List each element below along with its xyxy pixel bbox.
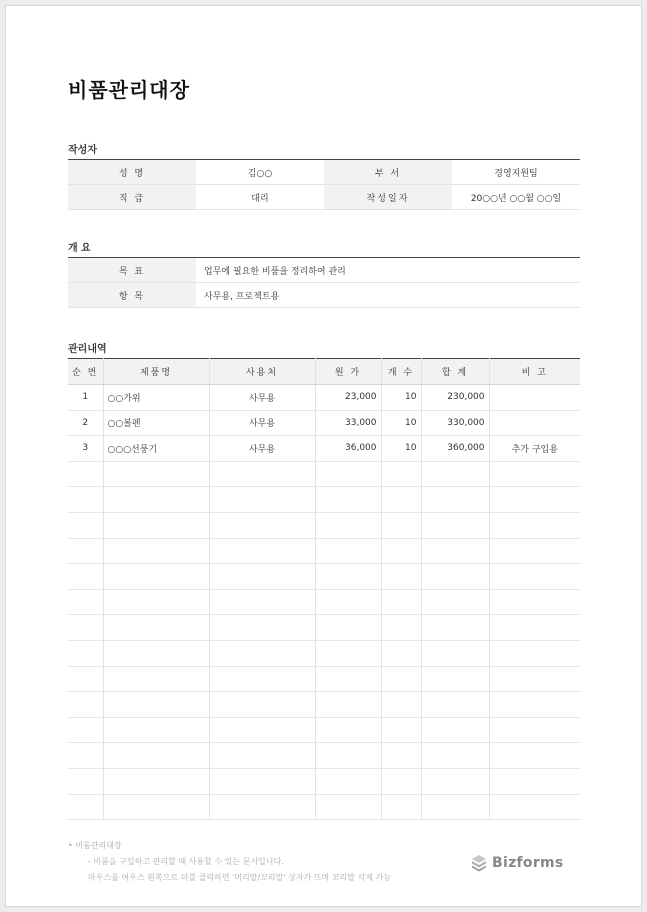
empty-table-cell [489,692,580,718]
items-column-header: 제품명 [103,359,209,385]
empty-table-row [68,564,580,590]
empty-table-cell [421,717,489,743]
empty-table-cell [209,692,315,718]
empty-table-cell [421,640,489,666]
empty-table-cell [381,743,421,769]
empty-table-cell [209,512,315,538]
table-cell: 23,000 [315,385,381,411]
author-row [68,185,580,210]
empty-table-cell [381,717,421,743]
empty-table-cell [489,487,580,513]
empty-table-cell [315,768,381,794]
empty-table-cell [209,666,315,692]
footer-description: - 비품을 구입하고 관리할 때 사용할 수 있는 문서입니다. [88,857,284,866]
empty-table-cell [315,794,381,820]
empty-table-cell [209,461,315,487]
empty-table-cell [489,589,580,615]
empty-table-cell [103,717,209,743]
empty-table-cell [421,743,489,769]
overview-table [68,257,580,308]
empty-table-cell [489,768,580,794]
empty-table-cell [381,794,421,820]
overview-field-label: 목 표 [68,258,196,283]
table-row [68,436,580,462]
items-column-header: 합 계 [421,359,489,385]
author-row [68,160,580,185]
empty-table-cell [381,487,421,513]
empty-table-cell [381,640,421,666]
items-column-header: 순 번 [68,359,103,385]
empty-table-cell [489,538,580,564]
empty-table-cell [315,666,381,692]
empty-table-cell [103,538,209,564]
empty-table-row [68,487,580,513]
empty-table-cell [209,564,315,590]
empty-table-cell [68,768,103,794]
empty-table-cell [421,538,489,564]
empty-table-cell [315,717,381,743]
table-cell: 33,000 [315,410,381,436]
author-field-value: 20○○년 ○○월 ○○일 [452,185,580,210]
empty-table-cell [68,461,103,487]
author-field-value: 김○○ [196,160,324,185]
footer-note: 마우스를 여우스 원쪽으로 더블 클릭하면 '머리말/꼬리말' 상자가 뜨며 꼬리말 삭제 가능 [88,873,392,882]
empty-table-cell [103,768,209,794]
empty-table-cell [489,743,580,769]
empty-table-cell [489,615,580,641]
empty-table-cell [315,564,381,590]
table-cell: ○○○선풍기 [103,436,209,462]
document-page [5,5,642,907]
empty-table-row [68,615,580,641]
empty-table-cell [68,794,103,820]
empty-table-cell [68,640,103,666]
overview-field-value: 사무용, 프로젝트용 [196,283,580,308]
table-cell: 추가 구입용 [489,436,580,462]
table-cell: 사무용 [209,385,315,411]
table-cell: ○○볼펜 [103,410,209,436]
empty-table-cell [103,615,209,641]
table-row [68,385,580,411]
empty-table-cell [421,692,489,718]
empty-table-cell [68,512,103,538]
empty-table-cell [315,538,381,564]
empty-table-cell [489,512,580,538]
empty-table-row [68,461,580,487]
items-column-header: 비 고 [489,359,580,385]
empty-table-cell [421,615,489,641]
table-cell: 10 [381,436,421,462]
empty-table-cell [421,768,489,794]
empty-table-cell [421,512,489,538]
overview-field-value: 업무에 필요한 비품을 정리하여 관리 [196,258,580,283]
empty-table-cell [315,512,381,538]
empty-table-cell [68,743,103,769]
empty-table-cell [315,487,381,513]
items-section-label: 관리내역 [68,344,107,355]
empty-table-cell [103,461,209,487]
brand-name: Bizforms [492,855,564,871]
empty-table-cell [421,589,489,615]
table-cell: 230,000 [421,385,489,411]
empty-table-cell [381,461,421,487]
table-cell: 사무용 [209,436,315,462]
table-cell: 330,000 [421,410,489,436]
table-row [68,410,580,436]
empty-table-cell [103,564,209,590]
empty-table-cell [209,615,315,641]
empty-table-row [68,640,580,666]
empty-table-cell [381,615,421,641]
empty-table-cell [68,589,103,615]
empty-table-cell [421,794,489,820]
empty-table-cell [103,589,209,615]
empty-table-cell [68,538,103,564]
empty-table-cell [489,666,580,692]
empty-table-row [68,666,580,692]
empty-table-cell [103,487,209,513]
empty-table-cell [421,461,489,487]
empty-table-cell [209,589,315,615]
empty-table-cell [381,564,421,590]
items-column-header: 개 수 [381,359,421,385]
empty-table-cell [68,692,103,718]
items-column-header: 원 가 [315,359,381,385]
items-table [68,358,580,820]
empty-table-cell [209,794,315,820]
empty-table-row [68,512,580,538]
author-field-label: 부 서 [324,160,452,185]
empty-table-cell [315,615,381,641]
empty-table-cell [489,640,580,666]
table-cell: 36,000 [315,436,381,462]
empty-table-cell [315,589,381,615]
table-cell: 10 [381,385,421,411]
empty-table-cell [68,666,103,692]
empty-table-cell [381,692,421,718]
empty-table-cell [209,717,315,743]
table-cell [489,385,580,411]
overview-row [68,258,580,283]
empty-table-cell [209,538,315,564]
empty-table-cell [381,512,421,538]
empty-table-cell [489,717,580,743]
table-cell: 3 [68,436,103,462]
author-field-value: 경영지원팀 [452,160,580,185]
empty-table-cell [315,692,381,718]
empty-table-row [68,589,580,615]
overview-field-label: 항 목 [68,283,196,308]
empty-table-cell [421,487,489,513]
empty-table-cell [381,538,421,564]
overview-row [68,283,580,308]
empty-table-cell [381,666,421,692]
empty-table-cell [68,615,103,641]
brand-logo [470,854,564,872]
empty-table-cell [209,487,315,513]
table-cell: 10 [381,410,421,436]
author-table [68,159,580,210]
empty-table-cell [315,461,381,487]
empty-table-cell [103,692,209,718]
empty-table-row [68,692,580,718]
table-cell: ○○가위 [103,385,209,411]
empty-table-cell [103,512,209,538]
overview-section-label: 개 요 [68,243,91,254]
bizforms-logo-icon [470,854,488,872]
author-field-label: 성 명 [68,160,196,185]
empty-table-cell [209,743,315,769]
empty-table-cell [209,640,315,666]
empty-table-cell [315,640,381,666]
table-cell [489,410,580,436]
table-cell: 2 [68,410,103,436]
empty-table-cell [103,640,209,666]
empty-table-cell [381,768,421,794]
empty-table-cell [103,743,209,769]
empty-table-row [68,743,580,769]
empty-table-cell [103,794,209,820]
empty-table-cell [489,461,580,487]
empty-table-row [68,768,580,794]
empty-table-cell [315,743,381,769]
empty-table-cell [381,589,421,615]
empty-table-cell [421,564,489,590]
empty-table-row [68,538,580,564]
author-field-label: 직 급 [68,185,196,210]
table-cell: 360,000 [421,436,489,462]
author-section-label: 작성자 [68,145,97,156]
empty-table-row [68,794,580,820]
author-field-label: 작성일자 [324,185,452,210]
table-cell: 1 [68,385,103,411]
footer-title: • 비품관리대장 [68,841,122,850]
empty-table-cell [68,564,103,590]
empty-table-cell [68,717,103,743]
empty-table-cell [421,666,489,692]
empty-table-cell [209,768,315,794]
author-field-value: 대리 [196,185,324,210]
document-title: 비품관리대장 [68,78,190,102]
items-column-header: 사용처 [209,359,315,385]
empty-table-row [68,717,580,743]
empty-table-cell [489,794,580,820]
empty-table-cell [489,564,580,590]
empty-table-cell [68,487,103,513]
empty-table-cell [103,666,209,692]
table-cell: 사무용 [209,410,315,436]
